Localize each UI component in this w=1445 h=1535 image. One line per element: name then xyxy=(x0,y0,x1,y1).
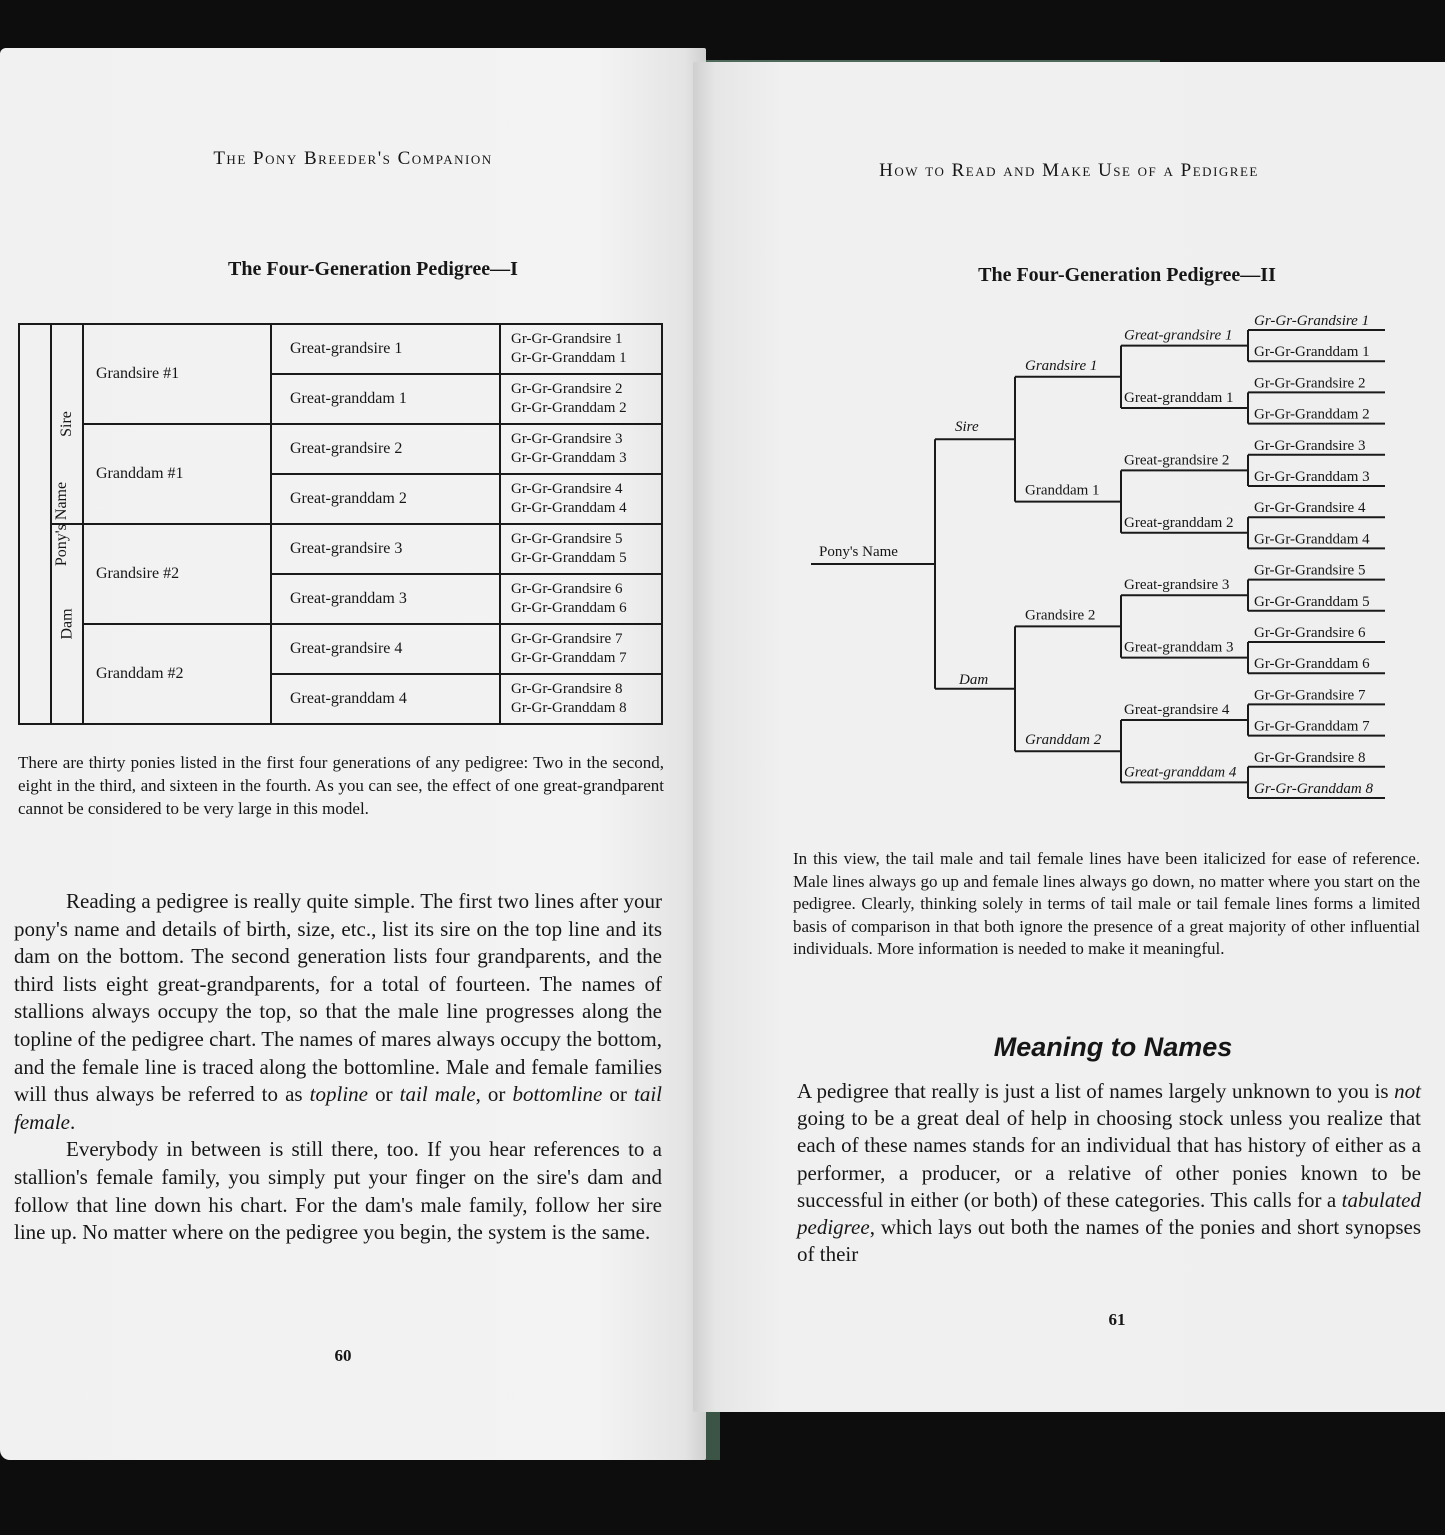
right-page xyxy=(693,62,1445,1412)
gggp-cell: Gr-Gr-Grandsire 6 Gr-Gr-Granddam 6 xyxy=(500,574,662,624)
great-grandparent-label: Great-granddam 2 xyxy=(1124,514,1234,531)
gggp-label: Gr-Gr-Grandsire 4 xyxy=(1254,500,1366,517)
great-grandparent-label: Great-granddam 3 xyxy=(1124,639,1234,656)
dam-cell: Dam xyxy=(51,524,83,724)
great-grandparent-cell: Great-grandsire 2 xyxy=(271,424,500,474)
gggp-cell: Gr-Gr-Grandsire 2 Gr-Gr-Granddam 2 xyxy=(500,374,662,424)
grandparent-cell: Granddam #1 xyxy=(83,424,271,524)
figure-caption-left: There are thirty ponies listed in the first four generations of any pedigree: Two in the second, eight in the third, and sixteen in the fourth. As you can see, the effect of one great-grandparent cannot be considered to be very large in this model. xyxy=(18,753,664,818)
page-number-right: 61 xyxy=(1108,1310,1126,1329)
grandparent-label: Granddam 2 xyxy=(1025,732,1102,749)
gggp-label: Gr-Gr-Grandsire 7 xyxy=(1254,687,1366,704)
gggp-label: Gr-Gr-Grandsire 2 xyxy=(1254,375,1366,392)
great-grandparent-cell: Great-grandsire 1 xyxy=(271,324,500,374)
gggp-label: Gr-Gr-Granddam 2 xyxy=(1254,406,1370,423)
great-grandparent-label: Great-granddam 1 xyxy=(1124,390,1234,406)
grandparent-label: Granddam 1 xyxy=(1025,482,1100,499)
pedigree-tree xyxy=(693,62,1445,822)
grandparent-label: Grandsire 2 xyxy=(1025,607,1096,624)
gggp-label: Gr-Gr-Granddam 4 xyxy=(1254,531,1370,548)
gggp-label: Gr-Gr-Granddam 1 xyxy=(1254,344,1370,361)
gggp-label: Gr-Gr-Granddam 8 xyxy=(1254,781,1373,797)
running-head-left: The Pony Breeder's Companion xyxy=(213,148,493,169)
grandparent-label: Grandsire 1 xyxy=(1025,357,1098,374)
grandparent-cell: Granddam #2 xyxy=(83,624,271,724)
gggp-label: Gr-Gr-Grandsire 1 xyxy=(1254,313,1370,329)
paragraph: Everybody in between is still there, too. If you hear references to a stallion's female family, you simply put your finger on the sire's dam and follow that line down his chart. For the dam's male family, follow her sire line up. No matter where on the pedigree you begin, the system is the same. xyxy=(14,1137,662,1245)
gggp-cell: Gr-Gr-Grandsire 3 Gr-Gr-Granddam 3 xyxy=(500,424,662,474)
grandparent-cell: Grandsire #1 xyxy=(83,324,271,424)
page-number-left: 60 xyxy=(334,1346,352,1365)
great-grandparent-cell: Great-granddam 4 xyxy=(271,674,500,724)
great-grandparent-cell: Great-granddam 1 xyxy=(271,374,500,424)
grandparent-cell: Grandsire #2 xyxy=(83,524,271,624)
great-grandparent-cell: Great-grandsire 4 xyxy=(271,624,500,674)
root-label: Pony's Name xyxy=(819,544,898,560)
gggp-cell: Gr-Gr-Grandsire 8 Gr-Gr-Granddam 8 xyxy=(500,674,662,724)
sire-cell: Sire xyxy=(51,324,83,524)
paragraph: Reading a pedigree is really quite simple. The first two lines after your pony's name and details of birth, size, etc., list its sire on the top line and its dam on the bottom. The second generation lists four grandparents, and the third lists eight great-grandparents, for a total of fourteen. The names of stallions always occupy the top, so that the male line progresses along the topline of the pedigree chart. The names of mares always occupy the bottom, and the female line is traced along the bottomline. Male and female families will thus always be referred to as topline or tail male, or bottomline or tail female. xyxy=(14,889,663,1134)
running-head-right: How to Read and Make Use of a Pedigree xyxy=(879,160,1259,181)
great-grandparent-cell: Great-granddam 2 xyxy=(271,474,500,524)
gggp-label: Gr-Gr-Granddam 6 xyxy=(1254,656,1370,673)
pedigree-table xyxy=(18,323,663,725)
left-page xyxy=(0,48,706,1460)
figure-title-left: The Four-Generation Pedigree—I xyxy=(228,258,518,280)
gggp-label: Gr-Gr-Grandsire 8 xyxy=(1254,749,1366,766)
gggp-label: Gr-Gr-Granddam 3 xyxy=(1254,469,1370,485)
great-grandparent-label: Great-grandsire 2 xyxy=(1124,452,1230,469)
gggp-cell: Gr-Gr-Grandsire 7 Gr-Gr-Granddam 7 xyxy=(500,624,662,674)
pony-name-cell: Pony's Name xyxy=(19,324,51,724)
figure-title-right: The Four-Generation Pedigree—II xyxy=(978,264,1276,286)
body-text-left xyxy=(14,888,662,1247)
gggp-cell: Gr-Gr-Grandsire 4 Gr-Gr-Granddam 4 xyxy=(500,474,662,524)
gggp-label: Gr-Gr-Granddam 5 xyxy=(1254,593,1370,610)
gggp-cell: Gr-Gr-Grandsire 5 Gr-Gr-Granddam 5 xyxy=(500,524,662,574)
section-heading: Meaning to Names xyxy=(993,1032,1233,1062)
sire-label: Sire xyxy=(955,419,979,436)
great-grandparent-label: Great-grandsire 3 xyxy=(1124,577,1230,594)
great-grandparent-label: Great-granddam 4 xyxy=(1124,764,1237,781)
gggp-label: Gr-Gr-Granddam 7 xyxy=(1254,718,1370,735)
great-grandparent-label: Great-grandsire 4 xyxy=(1124,702,1230,718)
great-grandparent-label: Great-grandsire 1 xyxy=(1124,327,1233,344)
dam-label: Dam xyxy=(959,671,989,688)
great-grandparent-cell: Great-granddam 3 xyxy=(271,574,500,624)
gggp-label: Gr-Gr-Grandsire 6 xyxy=(1254,625,1366,641)
gggp-label: Gr-Gr-Grandsire 3 xyxy=(1254,437,1366,454)
great-grandparent-cell: Great-grandsire 3 xyxy=(271,524,500,574)
body-text-right: A pedigree that really is just a list of names largely unknown to you is not going to be a great deal of help in choosing stock unless you realize that each of these names stands for an individual that has history of either as a performer, a producer, or a relative of other ponies known to be successful in either (or both) of these categories. This calls for a tabulated pedigree, which lays out both the names of the ponies and short synopses of their xyxy=(797,1079,1421,1267)
gggp-cell: Gr-Gr-Grandsire 1 Gr-Gr-Granddam 1 xyxy=(500,324,662,374)
figure-caption-right: In this view, the tail male and tail female lines have been italicized for ease of reference. Male lines always go up and female lines always go down, no matter where you start on the pedigree. Clearly, thinking solely in terms of tail male or tail female lines forms a limited basis of comparison in that both ignore the presence of a great majority of other influential individuals. More information is needed to make it meaningful. xyxy=(793,849,1420,959)
gggp-label: Gr-Gr-Grandsire 5 xyxy=(1254,562,1366,579)
